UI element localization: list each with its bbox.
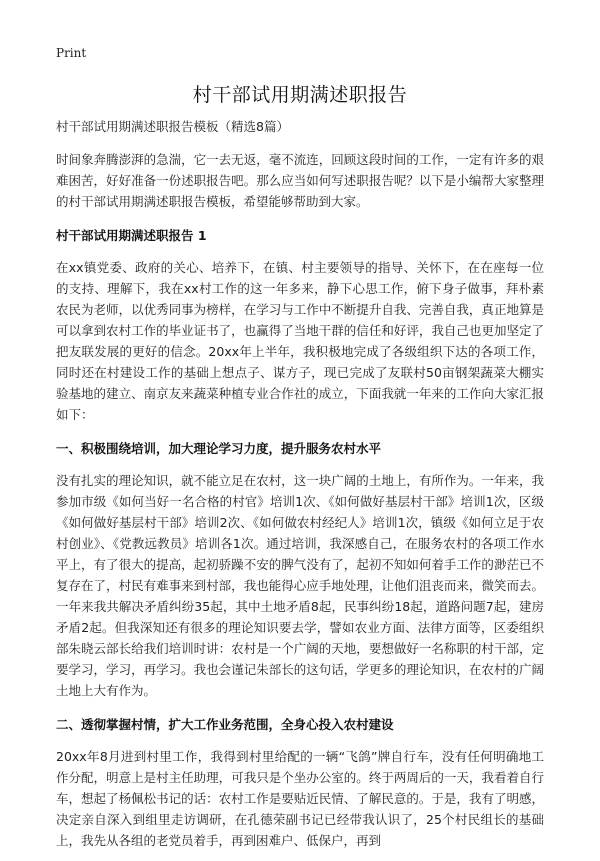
body-paragraph-3: 20xx年8月进到村里工作，我得到村里给配的一辆“飞鸽”牌自行车，没有任何明确地工作分配，明意上是村主任助理，可我只是个坐办公室的。终于两周后的一天，我看着自行车，想起了杨佩松书记的话：农村工作是要贴近民情、了解民意的。于是，我有了明感，决定亲自深入到组里走访调研，在孔德荣副书记已经带我认识了，25个村民组长的基础上，我先从各组的老党员着手，再到困难户、低保户，再到 [56, 749, 544, 848]
body-paragraph-1: 在xx镇党委、政府的关心、培养下，在镇、村主要领导的指导、关怀下，在在座每一位的支持、理解下，我在xx村工作的这一年多来，静下心思工作，俯下身子做事，拜朴素农民为老师，以优秀同事为榜样，在学习与工作中不断提升自我、完善自我，真正地算是可以拿到农村工作的毕业证书了，也赢得了当地干群的信任和好评，我自己也更加坚定了把友联发展的更好的信念。20xx年上半年，我积极地完成了各级组织下达的各项工作，同时还在村建设工作的基础上想点子、谋方子，现已完成了友联村50亩钢架蔬菜大棚实验基地的建立、南京友来蔬菜种植专业合作社的成立，下面我就一年来的工作向大家汇报如下： [56, 260, 544, 422]
report-heading: 村干部试用期满述职报告 1 [56, 228, 207, 243]
article-body [56, 117, 544, 861]
intro-paragraph: 时间象奔腾澎湃的急湍，它一去无返，毫不流连，回顾这段时间的工作，一定有许多的艰难困苦，好好准备一份述职报告吧。那么应当如何写述职报告呢？以下是小编帮大家整理的村干部试用期满述职报告模板，希望能够帮助到大家。 [56, 152, 544, 209]
section-heading-2: 二、透彻掌握村情，扩大工作业务范围，全身心投入农村建设 [56, 717, 394, 732]
page-title: 村干部试用期满述职报告 [192, 84, 408, 106]
print-link[interactable]: Print [56, 46, 87, 60]
body-paragraph-2: 没有扎实的理论知识，就不能立足在农村，这一块广阔的土地上，有所作为。一年来，我参加市级《如何当好一名合格的村官》培训1次、《如何做好基层村干部》培训1次，区级《如何做好基层村干部》培训2次、《如何做农村经纪人》培训1次，镇级《如何立足于农村创业》、《党教远教员》培训各1次。通过培训，我深感自己，在服务农村的各项工作水平上，有了很大的提高，起初骄躁不安的脾气没有了，起初不知如何着手工作的渺茫已不复存在了，村民有难事来到村部，我也能得心应手地处理，让他们沮丧而来，微笑而去。一年来我共解决矛盾纠纷35起，其中土地矛盾8起，民事纠纷18起，道路问题7起，建房矛盾2起。但我深知还有很多的理论知识要去学，譬如农业方面、法律方面等，区委组织部朱晓云部长给我们培训时讲：农村是一个广阔的天地，要想做好一名称职的村干部，定要学习，学习，再学习。我也会谨记朱部长的这句话，学更多的理论知识，在农村的广阔土地上大有作为。 [56, 473, 544, 698]
section-heading-1: 一、积极围绕培训，加大理论学习力度，提升服务农村水平 [56, 441, 382, 456]
article-subtitle: 村干部试用期满述职报告模板（精选8篇） [56, 119, 289, 134]
